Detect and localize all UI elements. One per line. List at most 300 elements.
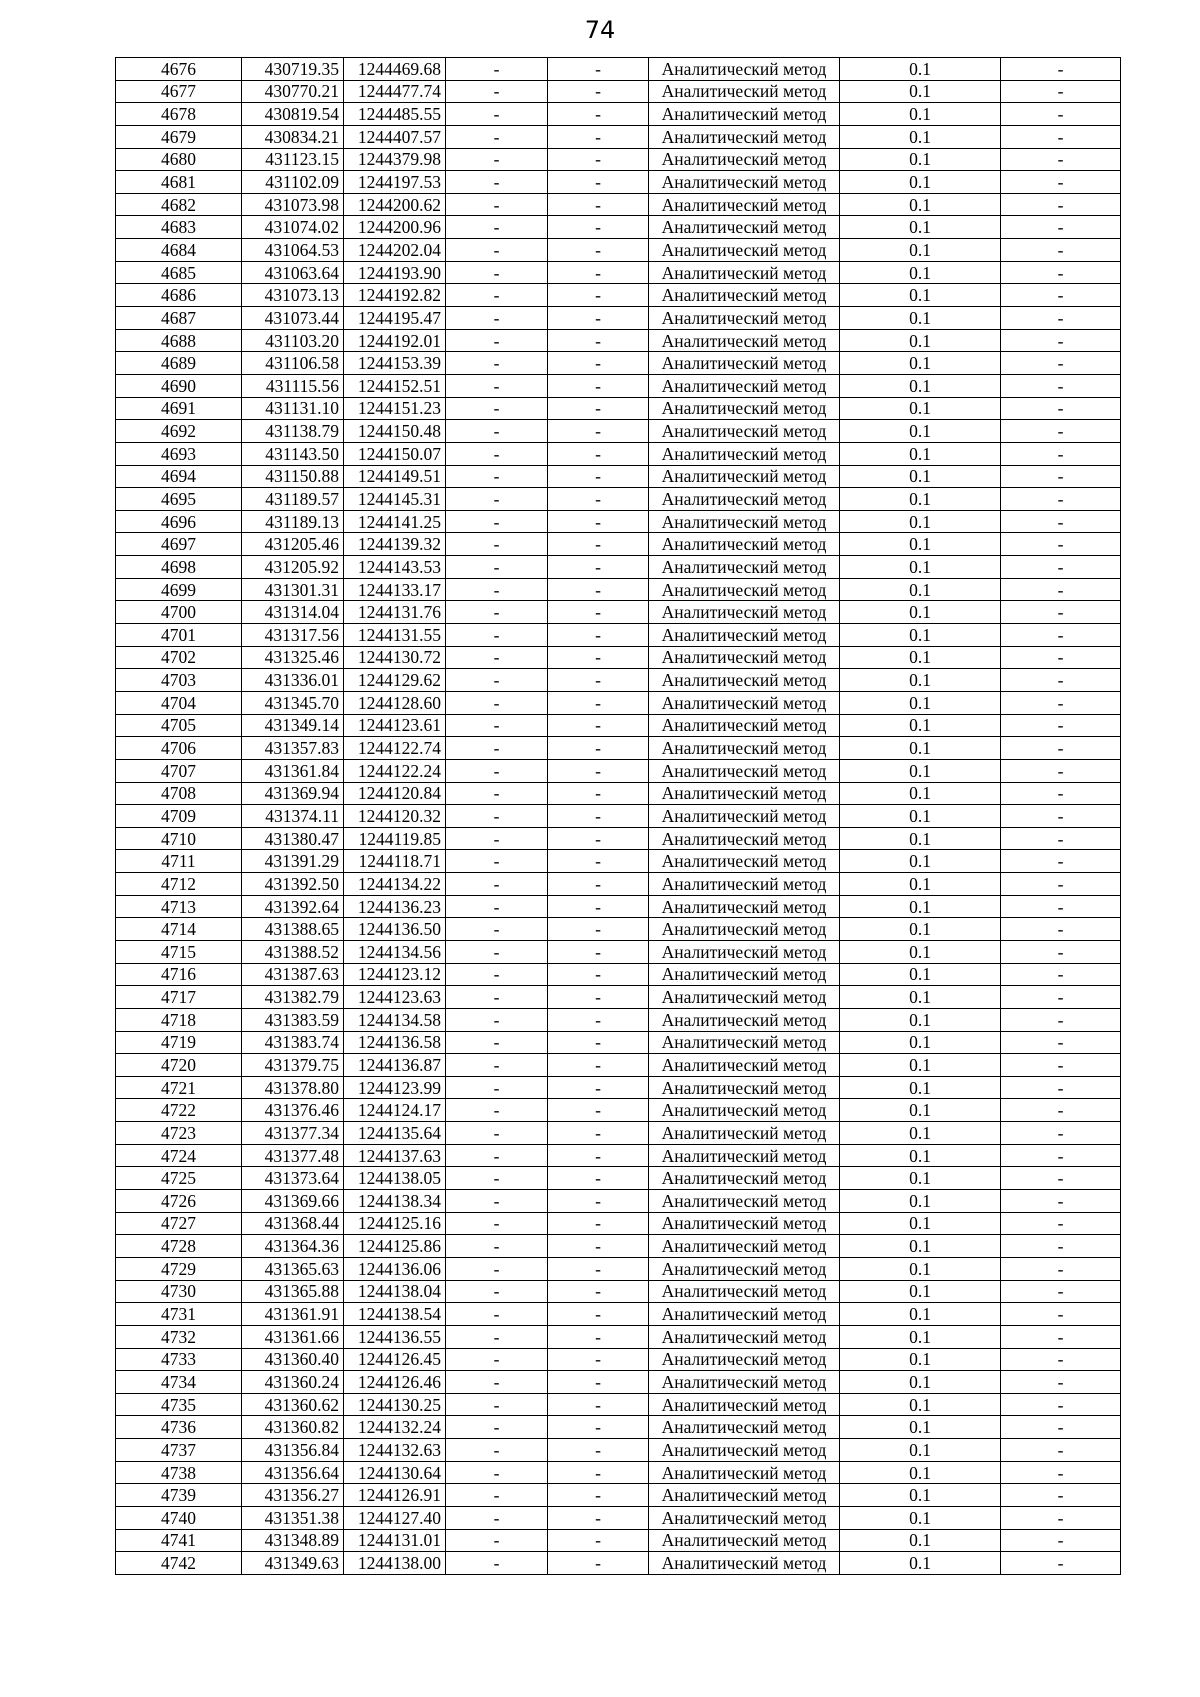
table-cell-empty: - bbox=[1001, 58, 1121, 81]
table-cell-empty: - bbox=[548, 578, 649, 601]
table-cell-empty: - bbox=[446, 1235, 548, 1258]
table-cell-y: 1244132.24 bbox=[344, 1416, 446, 1439]
table-cell-empty: - bbox=[446, 1552, 548, 1575]
table-cell-method: Аналитический метод bbox=[649, 1099, 840, 1122]
table-cell-y: 1244152.51 bbox=[344, 374, 446, 397]
table-cell-y: 1244126.46 bbox=[344, 1371, 446, 1394]
table-row bbox=[116, 1439, 1121, 1462]
table-row bbox=[116, 1303, 1121, 1326]
table-cell-empty: - bbox=[1001, 510, 1121, 533]
table-cell-x: 431115.56 bbox=[242, 374, 344, 397]
table-row bbox=[116, 261, 1121, 284]
table-row bbox=[116, 1507, 1121, 1530]
table-cell-point-number: 4682 bbox=[116, 193, 242, 216]
table-cell-x: 431143.50 bbox=[242, 442, 344, 465]
table-row bbox=[116, 510, 1121, 533]
table-cell-x: 431357.83 bbox=[242, 737, 344, 760]
table-cell-empty: - bbox=[548, 895, 649, 918]
table-cell-point-number: 4680 bbox=[116, 148, 242, 171]
table-cell-accuracy: 0.1 bbox=[840, 284, 1001, 307]
table-cell-point-number: 4716 bbox=[116, 963, 242, 986]
table-cell-x: 431379.75 bbox=[242, 1054, 344, 1077]
table-cell-y: 1244485.55 bbox=[344, 103, 446, 126]
table-row bbox=[116, 918, 1121, 941]
table-cell-empty: - bbox=[548, 171, 649, 194]
table-row bbox=[116, 1371, 1121, 1394]
table-cell-method: Аналитический метод bbox=[649, 510, 840, 533]
table-cell-point-number: 4692 bbox=[116, 420, 242, 443]
table-row bbox=[116, 374, 1121, 397]
table-cell-y: 1244123.99 bbox=[344, 1076, 446, 1099]
table-cell-point-number: 4678 bbox=[116, 103, 242, 126]
table-row bbox=[116, 714, 1121, 737]
table-cell-accuracy: 0.1 bbox=[840, 737, 1001, 760]
table-cell-empty: - bbox=[1001, 691, 1121, 714]
table-cell-point-number: 4730 bbox=[116, 1280, 242, 1303]
table-cell-x: 431205.46 bbox=[242, 533, 344, 556]
table-cell-y: 1244132.63 bbox=[344, 1439, 446, 1462]
table-cell-accuracy: 0.1 bbox=[840, 1303, 1001, 1326]
table-cell-y: 1244379.98 bbox=[344, 148, 446, 171]
table-row bbox=[116, 465, 1121, 488]
table-cell-method: Аналитический метод bbox=[649, 103, 840, 126]
table-cell-y: 1244150.48 bbox=[344, 420, 446, 443]
table-cell-method: Аналитический метод bbox=[649, 895, 840, 918]
table-cell-empty: - bbox=[548, 986, 649, 1009]
table-cell-x: 431325.46 bbox=[242, 646, 344, 669]
table-cell-empty: - bbox=[446, 782, 548, 805]
table-cell-y: 1244477.74 bbox=[344, 80, 446, 103]
table-cell-empty: - bbox=[1001, 556, 1121, 579]
table-cell-accuracy: 0.1 bbox=[840, 307, 1001, 330]
table-row bbox=[116, 103, 1121, 126]
table-cell-accuracy: 0.1 bbox=[840, 58, 1001, 81]
table-cell-accuracy: 0.1 bbox=[840, 510, 1001, 533]
table-cell-empty: - bbox=[446, 261, 548, 284]
table-cell-empty: - bbox=[548, 782, 649, 805]
table-cell-accuracy: 0.1 bbox=[840, 805, 1001, 828]
table-cell-empty: - bbox=[446, 1167, 548, 1190]
table-cell-empty: - bbox=[1001, 533, 1121, 556]
table-cell-point-number: 4699 bbox=[116, 578, 242, 601]
table-cell-x: 431361.84 bbox=[242, 759, 344, 782]
table-cell-y: 1244136.23 bbox=[344, 895, 446, 918]
table-cell-x: 431131.10 bbox=[242, 397, 344, 420]
table-row bbox=[116, 691, 1121, 714]
table-cell-accuracy: 0.1 bbox=[840, 80, 1001, 103]
table-row bbox=[116, 1348, 1121, 1371]
table-cell-method: Аналитический метод bbox=[649, 1144, 840, 1167]
table-cell-empty: - bbox=[1001, 1484, 1121, 1507]
table-cell-y: 1244134.58 bbox=[344, 1008, 446, 1031]
table-cell-empty: - bbox=[1001, 1076, 1121, 1099]
table-cell-method: Аналитический метод bbox=[649, 329, 840, 352]
table-body bbox=[116, 58, 1121, 1575]
table-cell-empty: - bbox=[446, 669, 548, 692]
table-cell-accuracy: 0.1 bbox=[840, 578, 1001, 601]
table-cell-y: 1244138.04 bbox=[344, 1280, 446, 1303]
table-cell-method: Аналитический метод bbox=[649, 171, 840, 194]
table-cell-y: 1244138.34 bbox=[344, 1190, 446, 1213]
table-cell-empty: - bbox=[1001, 601, 1121, 624]
table-row bbox=[116, 1076, 1121, 1099]
table-cell-y: 1244130.64 bbox=[344, 1461, 446, 1484]
table-cell-y: 1244200.96 bbox=[344, 216, 446, 239]
table-cell-x: 431360.24 bbox=[242, 1371, 344, 1394]
table-cell-empty: - bbox=[548, 873, 649, 896]
table-cell-empty: - bbox=[548, 103, 649, 126]
table-cell-empty: - bbox=[1001, 1235, 1121, 1258]
table-cell-method: Аналитический метод bbox=[649, 918, 840, 941]
table-cell-accuracy: 0.1 bbox=[840, 1439, 1001, 1462]
table-cell-method: Аналитический метод bbox=[649, 80, 840, 103]
table-cell-accuracy: 0.1 bbox=[840, 125, 1001, 148]
table-cell-y: 1244131.55 bbox=[344, 624, 446, 647]
table-cell-y: 1244135.64 bbox=[344, 1122, 446, 1145]
table-cell-empty: - bbox=[1001, 442, 1121, 465]
table-cell-empty: - bbox=[446, 986, 548, 1009]
table-cell-empty: - bbox=[548, 465, 649, 488]
table-cell-accuracy: 0.1 bbox=[840, 873, 1001, 896]
table-cell-x: 431369.66 bbox=[242, 1190, 344, 1213]
table-cell-empty: - bbox=[1001, 261, 1121, 284]
table-cell-point-number: 4693 bbox=[116, 442, 242, 465]
table-cell-method: Аналитический метод bbox=[649, 1303, 840, 1326]
table-cell-x: 431345.70 bbox=[242, 691, 344, 714]
table-cell-accuracy: 0.1 bbox=[840, 1212, 1001, 1235]
table-cell-empty: - bbox=[446, 895, 548, 918]
table-cell-empty: - bbox=[1001, 1144, 1121, 1167]
table-cell-point-number: 4712 bbox=[116, 873, 242, 896]
table-cell-method: Аналитический метод bbox=[649, 1190, 840, 1213]
table-cell-x: 431102.09 bbox=[242, 171, 344, 194]
table-cell-empty: - bbox=[1001, 1303, 1121, 1326]
table-row bbox=[116, 1552, 1121, 1575]
table-cell-y: 1244192.82 bbox=[344, 284, 446, 307]
table-cell-point-number: 4722 bbox=[116, 1099, 242, 1122]
table-cell-empty: - bbox=[1001, 103, 1121, 126]
table-cell-empty: - bbox=[548, 1054, 649, 1077]
table-row bbox=[116, 533, 1121, 556]
table-cell-point-number: 4677 bbox=[116, 80, 242, 103]
table-cell-accuracy: 0.1 bbox=[840, 782, 1001, 805]
table-cell-empty: - bbox=[548, 1325, 649, 1348]
table-cell-empty: - bbox=[1001, 216, 1121, 239]
table-cell-point-number: 4703 bbox=[116, 669, 242, 692]
table-cell-y: 1244120.32 bbox=[344, 805, 446, 828]
table-cell-accuracy: 0.1 bbox=[840, 1008, 1001, 1031]
table-cell-empty: - bbox=[1001, 1371, 1121, 1394]
table-cell-x: 431388.65 bbox=[242, 918, 344, 941]
table-cell-method: Аналитический метод bbox=[649, 1393, 840, 1416]
table-cell-accuracy: 0.1 bbox=[840, 352, 1001, 375]
table-cell-x: 431369.94 bbox=[242, 782, 344, 805]
table-cell-empty: - bbox=[446, 850, 548, 873]
table-cell-x: 431360.82 bbox=[242, 1416, 344, 1439]
table-cell-empty: - bbox=[548, 488, 649, 511]
table-cell-method: Аналитический метод bbox=[649, 148, 840, 171]
table-cell-x: 431360.40 bbox=[242, 1348, 344, 1371]
table-cell-accuracy: 0.1 bbox=[840, 465, 1001, 488]
table-cell-y: 1244131.76 bbox=[344, 601, 446, 624]
table-cell-point-number: 4702 bbox=[116, 646, 242, 669]
table-cell-accuracy: 0.1 bbox=[840, 1099, 1001, 1122]
table-cell-method: Аналитический метод bbox=[649, 1529, 840, 1552]
table-cell-accuracy: 0.1 bbox=[840, 1484, 1001, 1507]
table-cell-point-number: 4714 bbox=[116, 918, 242, 941]
table-cell-point-number: 4676 bbox=[116, 58, 242, 81]
table-cell-empty: - bbox=[548, 556, 649, 579]
table-cell-empty: - bbox=[446, 1008, 548, 1031]
table-cell-empty: - bbox=[1001, 873, 1121, 896]
table-cell-point-number: 4721 bbox=[116, 1076, 242, 1099]
table-cell-x: 431376.46 bbox=[242, 1099, 344, 1122]
table-cell-y: 1244138.54 bbox=[344, 1303, 446, 1326]
table-cell-empty: - bbox=[548, 1280, 649, 1303]
table-row bbox=[116, 895, 1121, 918]
table-cell-y: 1244129.62 bbox=[344, 669, 446, 692]
table-cell-x: 431392.50 bbox=[242, 873, 344, 896]
table-cell-method: Аналитический метод bbox=[649, 963, 840, 986]
table-cell-empty: - bbox=[548, 1371, 649, 1394]
table-cell-x: 431063.64 bbox=[242, 261, 344, 284]
table-row bbox=[116, 58, 1121, 81]
table-cell-y: 1244136.50 bbox=[344, 918, 446, 941]
table-cell-method: Аналитический метод bbox=[649, 1008, 840, 1031]
table-cell-empty: - bbox=[548, 1144, 649, 1167]
table-cell-x: 431356.27 bbox=[242, 1484, 344, 1507]
table-cell-empty: - bbox=[1001, 307, 1121, 330]
table-cell-x: 431377.34 bbox=[242, 1122, 344, 1145]
table-cell-method: Аналитический метод bbox=[649, 1461, 840, 1484]
table-row bbox=[116, 805, 1121, 828]
table-cell-empty: - bbox=[446, 193, 548, 216]
table-cell-empty: - bbox=[548, 1439, 649, 1462]
table-cell-x: 431189.57 bbox=[242, 488, 344, 511]
table-cell-empty: - bbox=[548, 1076, 649, 1099]
table-cell-empty: - bbox=[548, 1529, 649, 1552]
table-cell-point-number: 4689 bbox=[116, 352, 242, 375]
table-cell-empty: - bbox=[1001, 963, 1121, 986]
table-row bbox=[116, 1054, 1121, 1077]
table-cell-y: 1244122.74 bbox=[344, 737, 446, 760]
table-cell-y: 1244130.72 bbox=[344, 646, 446, 669]
table-cell-y: 1244136.55 bbox=[344, 1325, 446, 1348]
table-cell-accuracy: 0.1 bbox=[840, 1416, 1001, 1439]
table-cell-method: Аналитический метод bbox=[649, 465, 840, 488]
table-cell-empty: - bbox=[1001, 646, 1121, 669]
table-row bbox=[116, 80, 1121, 103]
table-cell-accuracy: 0.1 bbox=[840, 148, 1001, 171]
table-cell-point-number: 4735 bbox=[116, 1393, 242, 1416]
table-row bbox=[116, 1190, 1121, 1213]
table-cell-x: 431383.59 bbox=[242, 1008, 344, 1031]
table-cell-point-number: 4685 bbox=[116, 261, 242, 284]
table-cell-method: Аналитический метод bbox=[649, 420, 840, 443]
table-cell-accuracy: 0.1 bbox=[840, 420, 1001, 443]
table-row bbox=[116, 193, 1121, 216]
table-cell-y: 1244137.63 bbox=[344, 1144, 446, 1167]
table-cell-empty: - bbox=[548, 759, 649, 782]
table-cell-empty: - bbox=[446, 307, 548, 330]
table-cell-method: Аналитический метод bbox=[649, 1257, 840, 1280]
table-cell-method: Аналитический метод bbox=[649, 1031, 840, 1054]
table-cell-empty: - bbox=[1001, 420, 1121, 443]
table-cell-empty: - bbox=[446, 1099, 548, 1122]
table-cell-point-number: 4681 bbox=[116, 171, 242, 194]
table-cell-empty: - bbox=[548, 510, 649, 533]
table-row bbox=[116, 1280, 1121, 1303]
table-cell-accuracy: 0.1 bbox=[840, 1144, 1001, 1167]
table-cell-empty: - bbox=[446, 284, 548, 307]
table-cell-empty: - bbox=[548, 239, 649, 262]
table-cell-empty: - bbox=[446, 1461, 548, 1484]
table-cell-x: 431360.62 bbox=[242, 1393, 344, 1416]
table-cell-empty: - bbox=[548, 850, 649, 873]
table-cell-y: 1244202.04 bbox=[344, 239, 446, 262]
table-cell-accuracy: 0.1 bbox=[840, 646, 1001, 669]
table-cell-method: Аналитический метод bbox=[649, 782, 840, 805]
table-cell-empty: - bbox=[1001, 1507, 1121, 1530]
table-cell-empty: - bbox=[446, 1144, 548, 1167]
table-cell-point-number: 4713 bbox=[116, 895, 242, 918]
table-cell-empty: - bbox=[548, 1190, 649, 1213]
table-cell-y: 1244134.56 bbox=[344, 940, 446, 963]
table-cell-empty: - bbox=[1001, 759, 1121, 782]
table-cell-empty: - bbox=[1001, 284, 1121, 307]
table-cell-y: 1244125.16 bbox=[344, 1212, 446, 1235]
table-cell-method: Аналитический метод bbox=[649, 307, 840, 330]
table-cell-empty: - bbox=[1001, 805, 1121, 828]
table-cell-x: 430770.21 bbox=[242, 80, 344, 103]
table-row bbox=[116, 442, 1121, 465]
table-cell-y: 1244407.57 bbox=[344, 125, 446, 148]
table-cell-empty: - bbox=[548, 1122, 649, 1145]
table-cell-accuracy: 0.1 bbox=[840, 601, 1001, 624]
table-row bbox=[116, 986, 1121, 1009]
table-row bbox=[116, 873, 1121, 896]
table-cell-empty: - bbox=[1001, 1031, 1121, 1054]
table-cell-empty: - bbox=[548, 307, 649, 330]
table-cell-x: 431189.13 bbox=[242, 510, 344, 533]
table-cell-empty: - bbox=[446, 578, 548, 601]
table-cell-x: 431356.84 bbox=[242, 1439, 344, 1462]
table-cell-y: 1244193.90 bbox=[344, 261, 446, 284]
table-cell-point-number: 4723 bbox=[116, 1122, 242, 1145]
table-cell-empty: - bbox=[446, 601, 548, 624]
table-cell-point-number: 4706 bbox=[116, 737, 242, 760]
table-cell-point-number: 4688 bbox=[116, 329, 242, 352]
table-cell-method: Аналитический метод bbox=[649, 737, 840, 760]
table-cell-y: 1244195.47 bbox=[344, 307, 446, 330]
table-cell-x: 431106.58 bbox=[242, 352, 344, 375]
table-row bbox=[116, 397, 1121, 420]
table-cell-y: 1244126.45 bbox=[344, 1348, 446, 1371]
table-cell-empty: - bbox=[548, 1008, 649, 1031]
table-cell-accuracy: 0.1 bbox=[840, 850, 1001, 873]
table-cell-empty: - bbox=[1001, 1257, 1121, 1280]
table-cell-empty: - bbox=[446, 737, 548, 760]
table-cell-accuracy: 0.1 bbox=[840, 1122, 1001, 1145]
table-cell-point-number: 4708 bbox=[116, 782, 242, 805]
table-cell-empty: - bbox=[548, 397, 649, 420]
table-cell-point-number: 4726 bbox=[116, 1190, 242, 1213]
table-cell-y: 1244197.53 bbox=[344, 171, 446, 194]
table-cell-empty: - bbox=[446, 216, 548, 239]
table-cell-method: Аналитический метод bbox=[649, 374, 840, 397]
table-cell-x: 431391.29 bbox=[242, 850, 344, 873]
table-row bbox=[116, 329, 1121, 352]
table-cell-point-number: 4700 bbox=[116, 601, 242, 624]
table-cell-empty: - bbox=[548, 940, 649, 963]
table-cell-accuracy: 0.1 bbox=[840, 488, 1001, 511]
table-cell-empty: - bbox=[1001, 374, 1121, 397]
table-cell-x: 431336.01 bbox=[242, 669, 344, 692]
table-cell-empty: - bbox=[446, 827, 548, 850]
table-cell-x: 431150.88 bbox=[242, 465, 344, 488]
table-cell-empty: - bbox=[548, 1235, 649, 1258]
table-cell-method: Аналитический метод bbox=[649, 850, 840, 873]
table-cell-point-number: 4709 bbox=[116, 805, 242, 828]
table-cell-y: 1244139.32 bbox=[344, 533, 446, 556]
table-cell-empty: - bbox=[1001, 1439, 1121, 1462]
table-cell-empty: - bbox=[1001, 1529, 1121, 1552]
table-cell-empty: - bbox=[446, 465, 548, 488]
table-cell-empty: - bbox=[1001, 1461, 1121, 1484]
table-cell-accuracy: 0.1 bbox=[840, 261, 1001, 284]
table-cell-empty: - bbox=[1001, 1190, 1121, 1213]
table-row bbox=[116, 420, 1121, 443]
table-cell-method: Аналитический метод bbox=[649, 1439, 840, 1462]
table-cell-accuracy: 0.1 bbox=[840, 1235, 1001, 1258]
table-row bbox=[116, 1144, 1121, 1167]
table-cell-empty: - bbox=[548, 1031, 649, 1054]
table-cell-empty: - bbox=[548, 216, 649, 239]
table-cell-x: 431317.56 bbox=[242, 624, 344, 647]
table-cell-point-number: 4731 bbox=[116, 1303, 242, 1326]
table-cell-y: 1244134.22 bbox=[344, 873, 446, 896]
table-cell-empty: - bbox=[548, 918, 649, 941]
table-cell-accuracy: 0.1 bbox=[840, 442, 1001, 465]
table-cell-empty: - bbox=[446, 646, 548, 669]
table-cell-empty: - bbox=[548, 624, 649, 647]
table-cell-empty: - bbox=[1001, 1552, 1121, 1575]
table-row bbox=[116, 239, 1121, 262]
table-cell-empty: - bbox=[1001, 1099, 1121, 1122]
table-cell-empty: - bbox=[548, 737, 649, 760]
table-cell-point-number: 4719 bbox=[116, 1031, 242, 1054]
table-cell-empty: - bbox=[1001, 352, 1121, 375]
table-cell-point-number: 4729 bbox=[116, 1257, 242, 1280]
table-cell-y: 1244153.39 bbox=[344, 352, 446, 375]
table-cell-method: Аналитический метод bbox=[649, 873, 840, 896]
table-cell-point-number: 4711 bbox=[116, 850, 242, 873]
table-cell-empty: - bbox=[548, 533, 649, 556]
table-cell-x: 431351.38 bbox=[242, 1507, 344, 1530]
table-cell-empty: - bbox=[446, 103, 548, 126]
table-cell-x: 430719.35 bbox=[242, 58, 344, 81]
table-cell-method: Аналитический метод bbox=[649, 714, 840, 737]
table-cell-method: Аналитический метод bbox=[649, 646, 840, 669]
table-row bbox=[116, 669, 1121, 692]
table-cell-x: 431074.02 bbox=[242, 216, 344, 239]
table-cell-empty: - bbox=[548, 1461, 649, 1484]
table-row bbox=[116, 624, 1121, 647]
table-cell-empty: - bbox=[1001, 329, 1121, 352]
table-cell-method: Аналитический метод bbox=[649, 1054, 840, 1077]
table-cell-point-number: 4718 bbox=[116, 1008, 242, 1031]
table-cell-accuracy: 0.1 bbox=[840, 1371, 1001, 1394]
